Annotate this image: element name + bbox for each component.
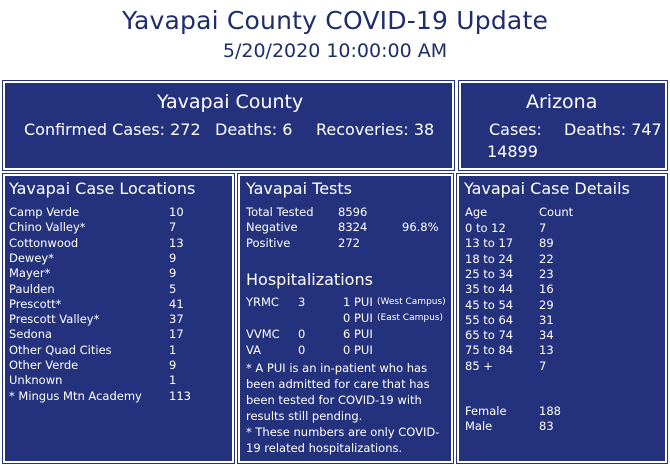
update-datetime: 5/20/2020 10:00:00 AM bbox=[222, 40, 448, 62]
location-count: 9 bbox=[169, 250, 177, 265]
location-count: 9 bbox=[169, 266, 177, 281]
location-count: 10 bbox=[169, 205, 184, 219]
age-group: 18 to 24 bbox=[465, 251, 514, 266]
age-count: 16 bbox=[539, 282, 554, 297]
age-count: 34 bbox=[539, 328, 554, 343]
page-title: Yavapai County COVID-19 Update bbox=[121, 6, 549, 35]
sex-count: 83 bbox=[539, 419, 554, 434]
hospital-name: VVMC bbox=[246, 327, 280, 341]
location-name: Other Verde bbox=[9, 358, 79, 372]
sex-label: Female bbox=[465, 404, 507, 418]
location-count: 41 bbox=[169, 296, 184, 311]
pui-count: 6 PUI bbox=[343, 327, 373, 341]
age-count: 7 bbox=[539, 221, 547, 235]
location-name: Other Quad Cities bbox=[9, 342, 112, 357]
test-label: Negative bbox=[246, 220, 298, 235]
sex-count: 188 bbox=[539, 404, 561, 418]
pui-note: * A PUI is an in-patient who has been admitted for care that has been tested for COVID-19 with results still pending. bbox=[246, 361, 430, 423]
hospital-name: YRMC bbox=[246, 295, 279, 309]
location-count: 1 bbox=[169, 373, 177, 388]
test-label: Total Tested bbox=[246, 205, 314, 219]
county-recoveries: Recoveries: 38 bbox=[316, 120, 435, 139]
age-group: 65 to 74 bbox=[465, 328, 514, 343]
campus-label: (East Campus) bbox=[377, 313, 443, 323]
location-count: 5 bbox=[169, 281, 177, 296]
hospitalizations-note: * These numbers are only COVID-19 related hospitalizations. bbox=[246, 425, 440, 455]
location-count: 13 bbox=[169, 235, 184, 250]
hospital-count: 3 bbox=[298, 295, 306, 309]
location-name: * Mingus Mtn Academy bbox=[9, 388, 142, 403]
location-name: Mayer* bbox=[9, 266, 51, 281]
location-count: 37 bbox=[169, 312, 184, 327]
county-confirmed-cases: Confirmed Cases: 272 bbox=[24, 120, 201, 139]
age-group: 45 to 54 bbox=[465, 297, 514, 312]
age-count: 29 bbox=[539, 297, 554, 312]
hospital-name: VA bbox=[246, 343, 261, 357]
location-name: Camp Verde bbox=[9, 205, 80, 219]
age-group: 25 to 34 bbox=[465, 266, 514, 281]
count-column-header: Count bbox=[539, 205, 574, 219]
age-group: 55 to 64 bbox=[465, 312, 514, 327]
age-count: 13 bbox=[539, 343, 554, 358]
test-percent: 96.8% bbox=[402, 220, 439, 235]
location-count: 9 bbox=[169, 358, 177, 372]
hospitalizations-heading: Hospitalizations bbox=[246, 270, 373, 289]
pui-count: 0 PUI bbox=[343, 343, 373, 357]
age-group: 0 to 12 bbox=[465, 221, 506, 235]
age-count: 23 bbox=[539, 266, 554, 281]
age-count: 89 bbox=[539, 236, 554, 251]
case-details-panel bbox=[457, 174, 667, 463]
location-name: Chino Valley* bbox=[9, 220, 86, 235]
pui-count: 0 PUI bbox=[343, 311, 373, 325]
location-count: 7 bbox=[169, 220, 177, 235]
age-group: 85 + bbox=[465, 358, 493, 373]
location-count: 17 bbox=[169, 327, 184, 342]
arizona-summary-panel bbox=[459, 81, 667, 170]
hospital-count: 0 bbox=[298, 343, 306, 357]
location-name: Unknown bbox=[9, 373, 63, 388]
arizona-deaths: Deaths: 747 bbox=[564, 120, 662, 139]
county-summary-panel bbox=[3, 81, 454, 170]
arizona-cases-label: Cases: bbox=[489, 120, 542, 139]
age-count: 31 bbox=[539, 312, 554, 327]
arizona-name: Arizona bbox=[526, 91, 598, 113]
location-count: 1 bbox=[169, 342, 177, 357]
case-locations-panel bbox=[3, 174, 234, 463]
tests-heading: Yavapai Tests bbox=[246, 179, 352, 198]
campus-label: (West Campus) bbox=[377, 297, 446, 307]
location-name: Prescott* bbox=[9, 296, 62, 311]
location-name: Sedona bbox=[9, 327, 53, 342]
case-locations-heading: Yavapai Case Locations bbox=[9, 179, 196, 198]
age-group: 13 to 17 bbox=[465, 236, 514, 251]
age-group: 75 to 84 bbox=[465, 343, 514, 358]
location-count: 113 bbox=[169, 388, 191, 403]
location-name: Dewey* bbox=[9, 250, 54, 265]
test-value: 8324 bbox=[338, 220, 368, 235]
age-column-header: Age bbox=[465, 205, 488, 219]
sex-label: Male bbox=[465, 419, 493, 434]
pui-count: 1 PUI bbox=[343, 295, 373, 309]
age-group: 35 to 44 bbox=[465, 282, 514, 297]
arizona-cases-value: 14899 bbox=[487, 142, 538, 161]
location-name: Paulden bbox=[9, 281, 55, 296]
age-count: 7 bbox=[539, 358, 547, 373]
age-count: 22 bbox=[539, 251, 554, 266]
county-name: Yavapai County bbox=[157, 91, 304, 113]
case-details-heading: Yavapai Case Details bbox=[464, 179, 630, 198]
test-value: 272 bbox=[338, 235, 360, 250]
hospital-count: 0 bbox=[298, 327, 306, 341]
test-value: 8596 bbox=[338, 205, 368, 219]
county-deaths: Deaths: 6 bbox=[215, 120, 293, 139]
test-label: Positive bbox=[246, 235, 291, 250]
location-name: Prescott Valley* bbox=[9, 312, 100, 327]
tests-panel bbox=[238, 174, 453, 463]
location-name: Cottonwood bbox=[9, 235, 79, 250]
